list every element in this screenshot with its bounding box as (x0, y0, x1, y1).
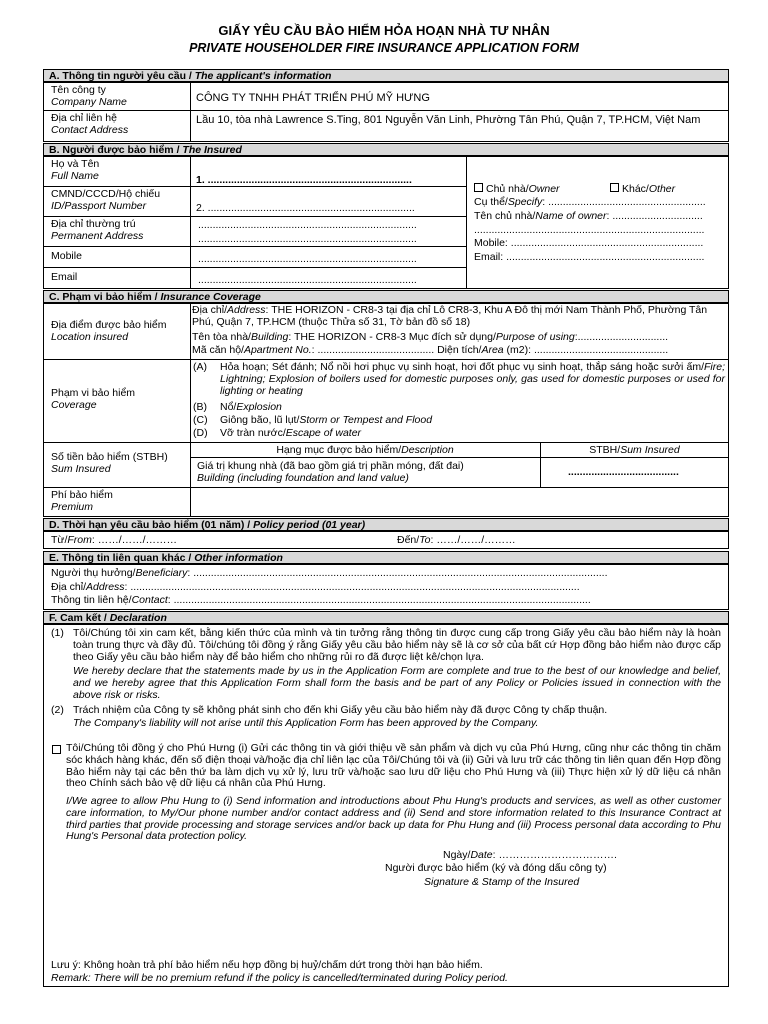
id-passport-label: CMND/CCCD/Hộ chiếu ID/Passport Number (51, 188, 161, 212)
beneficiary-address-field[interactable]: Địa chỉ/Address: .......................................................................................................................................................... (51, 581, 580, 593)
date-field[interactable]: Ngày/Date: ……………………………. (443, 849, 617, 861)
premium-label: Phí bảo hiểm Premium (51, 489, 113, 513)
contact-address-value[interactable]: Lầu 10, tòa nhà Lawrence S.Ting, 801 Nguyễn Văn Linh, Phường Tân Phú, Quận 7, TP.HCM, Việt Nam (196, 114, 701, 126)
form-title-en: PRIVATE HOUSEHOLDER FIRE INSURANCE APPLICATION FORM (189, 41, 579, 55)
consent-text-en: I/We agree to allow Phu Hung to (i) Send information and introductions about Phu Hung's products and services, as well as other customer care information, to My/Our phone number and/or contact address and (ii) Send and store information related to this Insurance Contract at third parties that provide processing and storage services and/or back up data for Phu Hung and (iii) Process personal data according to Phu Hung's Personal data protection policy. (66, 795, 721, 843)
policy-to-field[interactable]: Đến/To: ……/……/……… (397, 534, 516, 546)
remark-en: Remark: There will be no premium refund if the policy is cancelled/terminated during Policy period. (51, 972, 508, 984)
other-option[interactable]: Khác/Other (610, 183, 675, 196)
section-f-header: F. Cam kết / Declaration (43, 611, 729, 624)
section-e-header: E. Thông tin liên quan khác / Other information (43, 551, 729, 564)
declaration-1-vi: Tôi/Chúng tôi xin cam kết, bằng kiến thức của mình và tin tưởng rằng thông tin được cung cấp trong Giấy yêu cầu bảo hiểm này là hoàn toàn trung thực và đầy đủ. Tôi/chúng tôi đồng ý rằng Giấy yêu cầu bảo hiểm này sẽ là cơ sở của bất cứ Hợp đồng bảo hiểm nào được cấp theo Giấy yêu cầu bảo hiểm này để bảo hiểm cho những rủi ro đã được liệt kê/chọn lựa. (73, 627, 721, 663)
declaration-2-vi: Trách nhiệm của Công ty sẽ không phát sinh cho đến khi Giấy yêu cầu bảo hiểm này đã được Công ty chấp thuận. (73, 704, 608, 716)
section-c-header: C. Phạm vi bảo hiểm / Insurance Coverage (43, 290, 729, 303)
company-name-value[interactable]: CÔNG TY TNHH PHÁT TRIỂN PHÚ MỸ HƯNG (196, 92, 430, 104)
coverage-a-text: Hỏa hoạn; Sét đánh; Nổ nồi hơi phục vụ sinh hoạt, hơi đốt phục vụ sinh hoạt, thắp sáng hoặc sưởi ấm/Fire; Lightning; Explosion of boilers used for domestic purposes only, gas used for domestic purposes or used for lighting or heating (220, 361, 725, 397)
section-d-header: D. Thời hạn yêu cầu bảo hiểm (01 năm) / Policy period (01 year) (43, 518, 729, 531)
coverage-d-tag: (D) (193, 427, 208, 439)
mobile-label: Mobile (51, 250, 82, 262)
section-b-header: B. Người được bảo hiểm / The Insured (43, 143, 729, 156)
coverage-c-tag: (C) (193, 414, 208, 426)
location-insured-label: Địa điểm được bảo hiểm Location insured (51, 319, 167, 343)
remark-vi: Lưu ý: Không hoàn trả phí bảo hiểm nếu hợp đồng bị huỷ/chấm dứt trong thời hạn bảo hiểm. (51, 959, 483, 971)
insured-name-2[interactable]: 2. ....................................................................... (196, 202, 415, 214)
building-purpose-line[interactable]: Tên tòa nhà/Building: THE HORIZON - CR8-3 Mục đích sử dụng/Purpose of using:............................... (192, 331, 669, 343)
policy-from-field[interactable]: Từ/From: ……/……/……… (51, 534, 178, 546)
permanent-address-line-1[interactable]: ........................................................................... (198, 219, 417, 231)
building-item: Giá trị khung nhà (đã bao gồm giá trị phần móng, đất đai) Building (including foundation and land value) (197, 460, 464, 484)
declaration-2-tag: (2) (51, 704, 64, 716)
declaration-2-en: The Company's liability will not arise until this Application Form has been approved by the Company. (73, 717, 539, 729)
premium-value[interactable] (191, 488, 728, 516)
coverage-c-text: Giông bão, lũ lụt/Storm or Tempest and Flood (220, 414, 433, 426)
section-a-table (43, 82, 729, 142)
specify-field[interactable]: Cụ thể/Specify: ...................................................... (474, 196, 706, 208)
location-address[interactable]: Địa chỉ/Address: THE HORIZON - CR8-3 tại địa chỉ Lô CR8-3, Khu A Đô thị mới Nam Thành Phố, Phường Tân Phú, Quận 7, TP.HCM (thuộc Thửa số 31, Tờ bản đồ số 18) (192, 304, 708, 328)
signature-label-en: Signature & Stamp of the Insured (424, 876, 580, 888)
apartment-area-line[interactable]: Mã căn hộ/Apartment No.: ........................................ Diện tích/Area (m2): .............................................. (192, 344, 669, 356)
owner-name-field[interactable]: Tên chủ nhà/Name of owner: ............................... (474, 210, 703, 222)
beneficiary-field[interactable]: Người thụ hưởng/Beneficiary: .............................................................................................................................................. (51, 567, 608, 579)
coverage-b-tag: (B) (193, 401, 207, 413)
consent-checkbox[interactable] (52, 745, 64, 758)
email-line[interactable]: ........................................................................... (198, 274, 417, 286)
full-name-label: Họ và Tên Full Name (51, 158, 100, 182)
signature-label-vi: Người được bảo hiểm (ký và đóng dấu công ty) (385, 862, 607, 874)
sum-insured-label: Số tiền bảo hiểm (STBH) Sum Insured (51, 451, 168, 475)
permanent-address-line-2[interactable]: ........................................................................... (198, 233, 417, 245)
owner-option[interactable]: Chủ nhà/Owner (474, 183, 560, 196)
owner-mobile-field[interactable]: Mobile: .................................................................. (474, 237, 704, 249)
beneficiary-contact-field[interactable]: Thông tin liên hệ/Contact: ............................................................................................................................................... (51, 594, 591, 606)
section-a-header: A. Thông tin người yêu cầu / The applicant's information (43, 69, 729, 82)
coverage-label: Phạm vi bảo hiểm Coverage (51, 387, 136, 411)
consent-text-vi: Tôi/Chúng tôi đồng ý cho Phú Hưng (i) Gửi các thông tin và giới thiệu về sản phẩm và dịch vụ của Phú Hưng, cũng như các thông tin chăm sóc khách hàng khác, đến số điện thoại và/hoặc địa chỉ liên lạc của Tôi/Chúng tôi và (ii) Gửi và lưu trữ các thông tin liên quan đến Hợp đồng Bảo hiểm này tại các bên thứ ba làm dịch vụ xử lý, lưu trữ và/hoặc sao lưu dữ liệu cho Phú Hưng và (iii) Thực hiện xử lý dữ liệu cá nhân theo Chính sách bảo vệ dữ liệu cá nhân của Phú Hưng. (66, 742, 721, 790)
owner-email-field[interactable]: Email: .................................................................... (474, 251, 705, 263)
form-title-vi: GIẤY YÊU CẦU BẢO HIỂM HỎA HOẠN NHÀ TƯ NHÂN (218, 23, 550, 38)
declaration-1-en: We hereby declare that the statements made by us in the Application Form are complete and true to the best of our knowledge and belief, and we hereby agree that this Application Form shall form the basis and be part of any Policy or Policies issued in connection with the above risk or risks. (73, 665, 721, 701)
description-header: Hạng mục được bảo hiểm/Description (276, 444, 454, 456)
coverage-d-text: Vỡ tràn nước/Escape of water (220, 427, 362, 439)
coverage-a-tag: (A) (193, 361, 207, 373)
owner-name-line[interactable]: ............................................................................... (474, 224, 705, 236)
company-label: Tên công ty Company Name (51, 84, 127, 108)
signature-area[interactable] (380, 892, 680, 952)
declaration-1-tag: (1) (51, 627, 64, 639)
sum-insured-header: STBH/Sum Insured (589, 444, 680, 456)
mobile-line[interactable]: ........................................................................... (198, 253, 417, 265)
insured-name-1[interactable]: 1. ...................................................................... (196, 174, 412, 186)
email-label: Email (51, 271, 78, 283)
building-sum-insured-value[interactable]: ...................................... (568, 466, 679, 478)
owner-checkbox[interactable] (474, 183, 483, 192)
other-checkbox[interactable] (610, 183, 619, 192)
permanent-address-label: Địa chỉ thường trú Permanent Address (51, 218, 144, 242)
contact-address-label: Địa chỉ liên hệ Contact Address (51, 112, 129, 136)
coverage-b-text: Nổ/Explosion (220, 401, 282, 413)
